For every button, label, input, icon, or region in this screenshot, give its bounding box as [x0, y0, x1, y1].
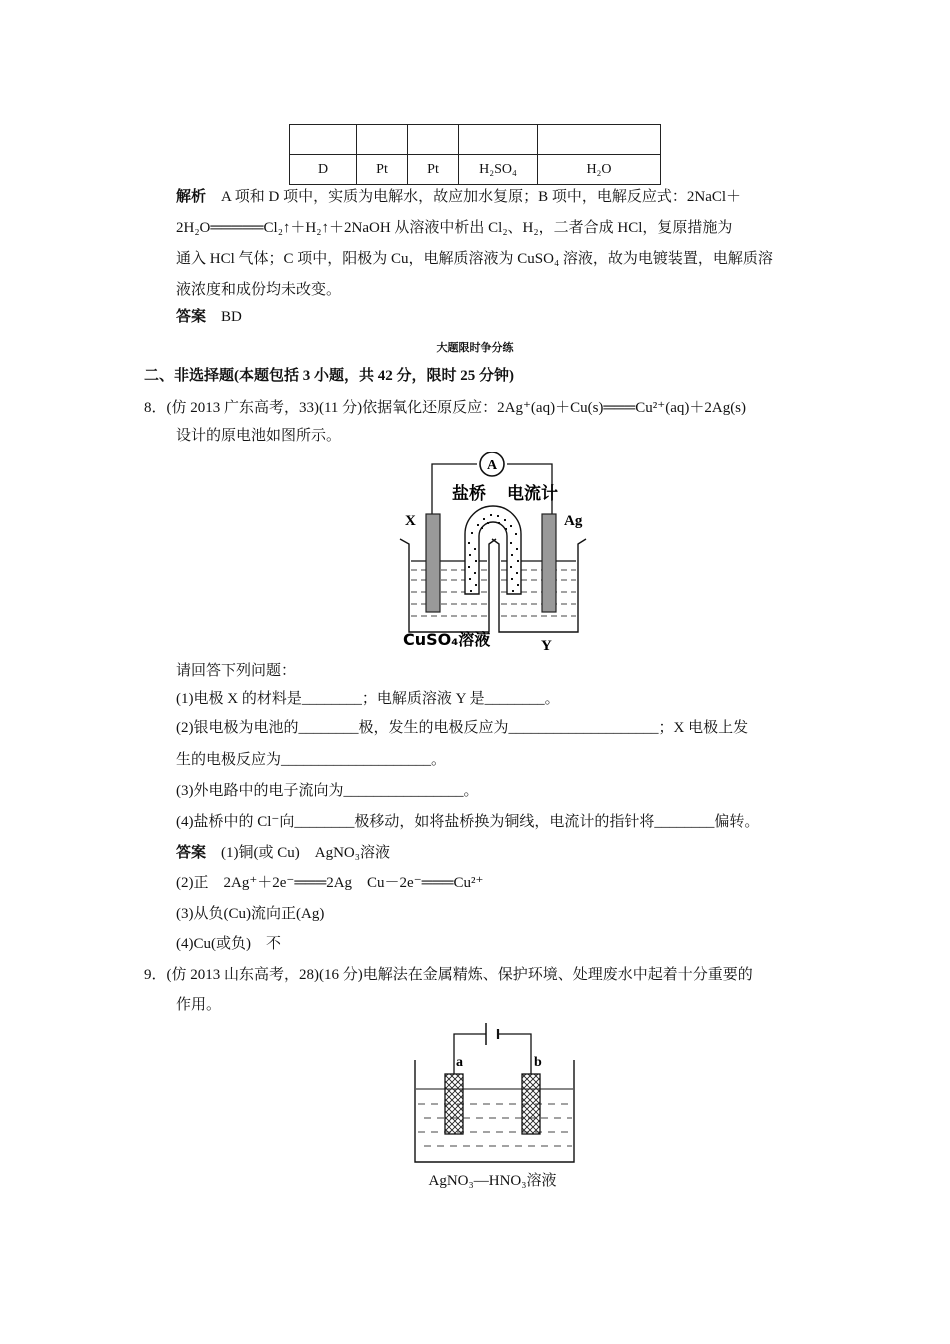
table-cell: Pt: [408, 155, 459, 185]
electrode-a-label: a: [456, 1055, 463, 1070]
electrode-x-label: X: [405, 513, 416, 529]
q8-part-1: (1)电极 X 的材料是________；电解质溶液 Y 是________。: [176, 691, 560, 707]
ammeter-label: A: [486, 458, 498, 473]
section-small-title: 大题限时争分练: [436, 342, 514, 354]
electrode-b-label: b: [534, 1055, 542, 1070]
electrolysis-figure: [410, 1022, 580, 1164]
q8-answer-4: (4)Cu(或负) 不: [176, 936, 281, 952]
q8-answer-3: (3)从负(Cu)流向正(Ag): [176, 906, 325, 922]
q8-prompt: 请回答下列问题：: [176, 663, 297, 679]
table-cell: H₂SO₄: [459, 155, 538, 185]
analysis-line-1: [176, 187, 741, 207]
left-solution-label: CuSO₄溶液: [403, 630, 491, 649]
electrolytic-tank: [415, 1060, 574, 1162]
solution-y-label: Y: [541, 638, 552, 654]
q8-line-2: 设计的原电池如图所示。: [176, 428, 342, 444]
analysis-line-3: 通入 HCl 气体；C 项中，阳极为 Cu，电解质溶液为 CuSO₄ 溶液，故为电镀装置，电解质溶: [176, 251, 773, 267]
analysis-answer: [176, 307, 242, 327]
left-beaker: [400, 539, 496, 632]
q8-answer-2: (2)正 2Ag⁺＋2e⁻═══2Ag Cu－2e⁻═══Cu²⁺: [176, 875, 484, 891]
galvanic-cell-figure: [395, 452, 595, 657]
electrode-ag: [542, 514, 556, 612]
q8-part-2a: (2)银电极为电池的________极，发生的电极反应为____________________；X 电极上发: [176, 720, 749, 736]
q8-part-4: (4)盐桥中的 Cl⁻向________极移动，如将盐桥换为铜线，电流计的指针将________偏转。: [176, 814, 760, 830]
electrode-a: [445, 1074, 463, 1134]
analysis-line-2: 2H₂O═════Cl₂↑＋H₂↑＋2NaOH 从溶液中析出 Cl₂、H₂，二者合成 HCl，复原措施为: [176, 220, 733, 236]
answer-value: BD: [221, 309, 242, 325]
answer-label: 答案: [176, 309, 207, 325]
q8-part-2b: 生的电极反应为____________________。: [176, 752, 447, 768]
table-cell: [357, 125, 408, 155]
q9-figure-caption: AgNO₃—HNO₃溶液: [428, 1173, 557, 1189]
table-cell: H₂O: [538, 155, 661, 185]
section-heading-text: 二、非选择题(本题包括 3 小题，共 42 分，限时 25 分钟): [144, 368, 514, 384]
right-beaker: [492, 539, 586, 632]
table-cell: [538, 125, 661, 155]
q9-line-2: 作用。: [176, 997, 222, 1013]
answer-value: (1)铜(或 Cu) AgNO₃溶液: [221, 845, 390, 861]
electrolysis-table: [289, 124, 661, 185]
table-cell: [408, 125, 459, 155]
electrode-ag-label: Ag: [564, 513, 583, 529]
table-cell: [459, 125, 538, 155]
table-cell: Pt: [357, 155, 408, 185]
analysis-line-4: 液浓度和成份均未改变。: [176, 282, 342, 298]
q9-line-1: 9．(仿 2013 山东高考，28)(16 分)电解法在金属精炼、保护环境、处理废水中起着十分重要的: [144, 967, 753, 983]
galvanometer-label: 电流计: [507, 484, 558, 504]
table-cell: [290, 125, 357, 155]
q8-answer-1: [176, 843, 390, 863]
salt-bridge-label: 盐桥: [452, 484, 486, 504]
electrode-x: [426, 514, 440, 612]
table-cell: D: [290, 155, 357, 185]
table-row: [290, 125, 661, 155]
salt-bridge: [465, 506, 521, 594]
q8-part-3: (3)外电路中的电子流向为________________。: [176, 783, 479, 799]
analysis-text: A 项和 D 项中，实质为电解水，故应加水复原；B 项中，电解反应式：2NaCl＋: [221, 189, 742, 205]
table-row: [290, 155, 661, 185]
answer-label: 答案: [176, 845, 207, 861]
electrode-b: [522, 1074, 540, 1134]
q8-line-1: 8．(仿 2013 广东高考，33)(11 分)依据氧化还原反应：2Ag⁺(aq)＋Cu(s)═══Cu²⁺(aq)＋2Ag(s): [144, 400, 747, 416]
section-heading: [144, 366, 514, 386]
analysis-label: 解析: [176, 189, 207, 205]
